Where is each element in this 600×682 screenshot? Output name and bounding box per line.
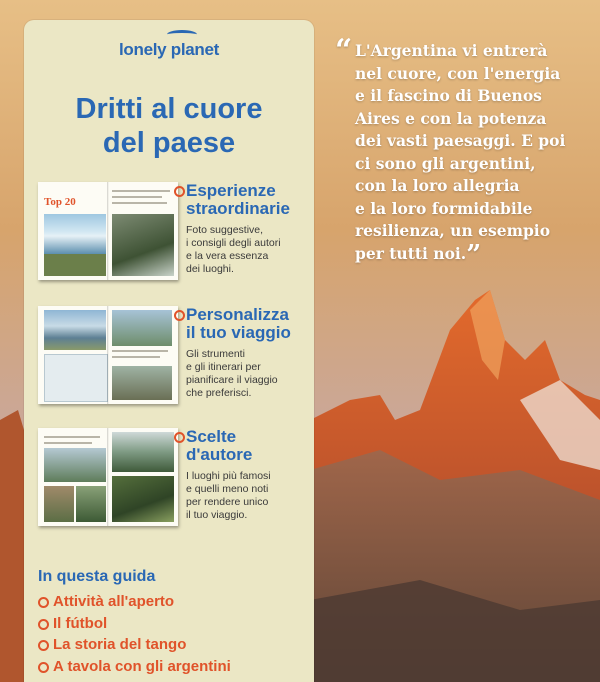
quote-line: e la loro formidabile	[355, 198, 533, 218]
feature-description: I luoghi più famosi e quelli meno noti per rendere unico il tuo viaggio.	[186, 470, 271, 521]
feature-title: Esperienze straordinarie	[186, 182, 290, 218]
close-quote-mark: ”	[466, 239, 482, 270]
list-item: A tavola con gli argentini	[38, 656, 231, 678]
open-quote-mark: “	[335, 33, 353, 68]
quote-line: ci sono gli argentini,	[355, 153, 536, 173]
circle-bullet-icon	[38, 597, 49, 608]
headline-line: Dritti al cuore	[75, 93, 263, 125]
list-item: Il fútbol	[38, 613, 231, 635]
quote-line: dei vasti paesaggi. E poi	[355, 131, 566, 150]
quote-line: Aires e con la potenza	[355, 108, 547, 128]
feature-personalizza	[38, 306, 308, 416]
logo-mark	[167, 30, 197, 39]
list-item: Attività all'aperto	[38, 591, 231, 613]
feature-scelte	[38, 428, 308, 538]
guide-title: In questa guida	[38, 568, 156, 585]
book-spread-image	[38, 306, 178, 404]
circle-bullet-icon	[38, 619, 49, 630]
feature-description: Foto suggestive, i consigli degli autori e la vera essenza dei luoghi.	[186, 224, 281, 275]
book-spread-image	[38, 182, 178, 280]
guide-panel	[24, 20, 314, 682]
quote-line: resilienza, un esempio	[355, 221, 551, 240]
feature-esperienze	[38, 182, 308, 292]
circle-bullet-icon	[174, 310, 185, 321]
circle-bullet-icon	[174, 186, 185, 197]
circle-bullet-icon	[174, 432, 185, 443]
book-spread-image	[38, 428, 178, 526]
brand-logo: lonely planet	[118, 40, 219, 59]
quote-line: per tutti noi.”	[355, 239, 482, 270]
feature-title: Scelte d'autore	[186, 428, 252, 464]
panel-headline	[24, 92, 314, 160]
feature-title: Personalizza il tuo viaggio	[186, 306, 291, 342]
circle-bullet-icon	[38, 640, 49, 651]
headline-line: del paese	[102, 127, 236, 159]
quote-line: e il fascino di Buenos	[355, 86, 542, 105]
list-item: La storia del tango	[38, 634, 231, 656]
feature-description: Gli strumenti e gli itinerari per pianificare il viaggio che preferisci.	[186, 348, 278, 399]
quote-line: L'Argentina vi entrerà	[355, 41, 548, 60]
quote-line: nel cuore, con l'energia	[355, 63, 561, 83]
quote-line: con la loro allegria	[355, 176, 520, 195]
guide-list	[38, 591, 231, 677]
pull-quote	[335, 33, 595, 270]
book-label: Top 20	[44, 196, 76, 208]
circle-bullet-icon	[38, 662, 49, 673]
